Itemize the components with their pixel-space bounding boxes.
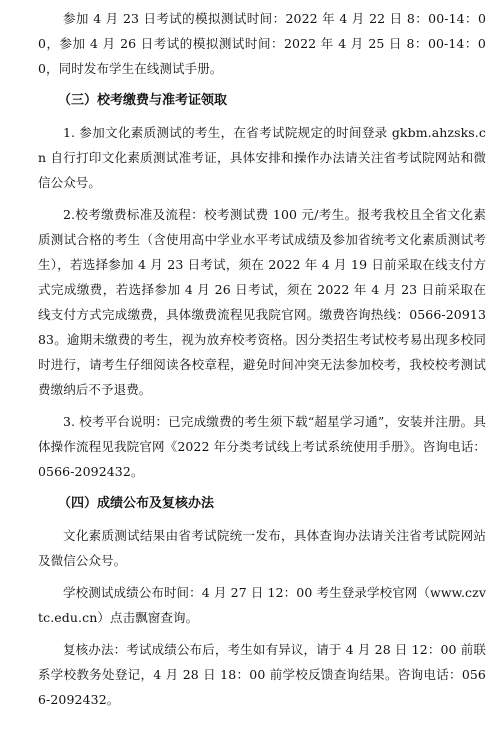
paragraph-results-release: 文化素质测试结果由省考试院统一发布，具体查询办法请关注省考试院网站及微信公众号。 [38, 528, 486, 568]
paragraph-mock-test-time: 参加 4 月 23 日考试的模拟测试时间：2022 年 4 月 22 日 8：00-14：00，参加 4 月 26 日考试的模拟测试时间：2022 年 4 月 25 日 8：00-14：00，同时发布学生在线测试手册。 [38, 11, 486, 76]
section-heading-results-review: （四）成绩公布及复核办法 [58, 496, 215, 511]
paragraph-fee-process: 2.校考缴费标准及流程：校考测试费 100 元/考生。报考我校且全省文化素质测试合格的考生（含使用高中学业水平考试成绩及参加省统考文化素质测试考生），若选择参加 4 月 23 日考试，须在 2022 年 4 月 19 日前采取在线支付方式完成缴费，若选择参加 4 月 26 日考试，须在 2022 年 4 月 23 日前采取在线支付方式完成缴费，具体缴费流程见我院官网。缴费咨询热线：0566-2091383。逾期未缴费的考生，视为放弃校考资格。因分类招生考试校考易出现多校同时进行，请考生仔细阅读各校章程，避免时间冲突无法参加校考，我校校考测试费缴纳后不予退费。 [38, 207, 486, 397]
paragraph-admission-ticket: 1. 参加文化素质测试的考生，在省考试院规定的时间登录 gkbm.ahzsks.cn 自行打印文化素质测试准考证，具体安排和操作办法请关注省考试院网站和微信公众号。 [38, 125, 486, 190]
paragraph-exam-platform: 3. 校考平台说明：已完成缴费的考生须下载“超星学习通”，安装并注册。具体操作流程见我院官网《2022 年分类考试线上考试系统使用手册》。咨询电话：0566-2092432。 [38, 414, 486, 479]
paragraph-school-results-time: 学校测试成绩公布时间：4 月 27 日 12：00 考生登录学校官网（www.czvtc.edu.cn）点击飘窗查询。 [38, 585, 486, 625]
document-page [38, 6, 486, 719]
section-heading-fee-admission: （三）校考缴费与准考证领取 [58, 93, 228, 108]
paragraph-review-method: 复核办法：考试成绩公布后，考生如有异议，请于 4 月 28 日 12：00 前联系学校教务处登记，4 月 28 日 18：00 前学校反馈查询结果。咨询电话：0566-2092432。 [38, 642, 486, 707]
